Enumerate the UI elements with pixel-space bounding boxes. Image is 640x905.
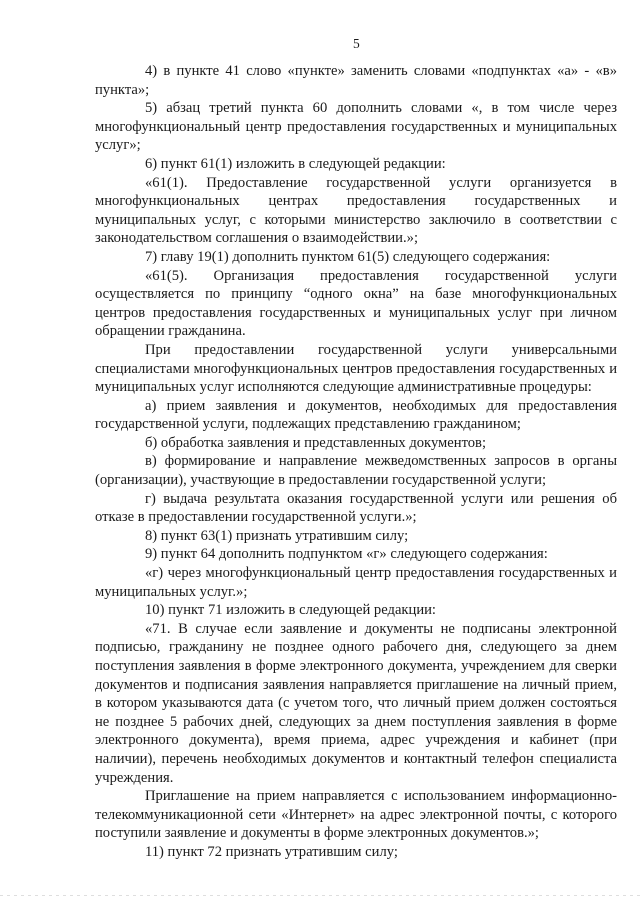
paragraph-item-4: 4) в пункте 41 слово «пункте» заменить словами «подпунктах «а» - «в» пункта»; bbox=[95, 63, 617, 98]
paragraph-item-8: 8) пункт 63(1) признать утратившим силу; bbox=[145, 527, 409, 544]
paragraph-item-7: 7) главу 19(1) дополнить пунктом 61(5) следующего содержания: bbox=[145, 248, 551, 265]
scan-edge-divider bbox=[0, 895, 640, 896]
paragraph-quote-61-1: «61(1). Предоставление государственной услуги организуется в многофункциональных центрах предоставления государственных и муниципальных услуг, с которыми министерство заключило в соответствии с законодательством соглашения о взаимодействии.»; bbox=[95, 174, 617, 247]
paragraph-procedure-b: б) обработка заявления и представленных документов; bbox=[145, 434, 487, 451]
paragraph-invitation: Приглашение на прием направляется с использованием информационно-телекоммуникационной сети «Интернет» на адрес электронной почты, с которого поступили заявление и документы в форме электронных документов.»; bbox=[95, 788, 617, 842]
page-number: 5 bbox=[353, 36, 360, 51]
paragraph-item-9: 9) пункт 64 дополнить подпунктом «г» следующего содержания: bbox=[145, 546, 548, 563]
paragraph-procedure-g: г) выдача результата оказания государственной услуги или решения об отказе в предоставлении государственной услуги.»; bbox=[95, 490, 617, 526]
paragraph-quote-g: «г) через многофункциональный центр предоставления государственных и муниципальных услуг.»; bbox=[95, 565, 617, 600]
document-body bbox=[95, 62, 617, 862]
paragraph-quote-71: «71. В случае если заявление и документы не подписаны электронной подписью, гражданину не позднее одного рабочего дня, следующего за днем поступления заявления в форме электронного документа, учреждением для сверки документов и подписания заявления направляется приглашение на личный прием, в котором указываются дата (с учетом того, что личный прием должен состояться не позднее 5 рабочих дней, следующих за днем поступления заявления в форме электронного документа), время приема, адрес учреждения и кабинет (при наличии), перечень необходимых документов и контактный телефон специалиста учреждения. bbox=[95, 620, 617, 786]
paragraph-item-11: 11) пункт 72 признать утратившим силу; bbox=[145, 843, 398, 860]
paragraph-quote-61-5: «61(5). Организация предоставления государственной услуги осуществляется по принципу “одного окна” на базе многофункциональных центров предоставления государственных и муниципальных услуг при личном обращении гражданина. bbox=[95, 267, 617, 340]
paragraph-item-5: 5) абзац третий пункта 60 дополнить словами «, в том числе через многофункциональный центр предоставления государственных и муниципальных услуг»; bbox=[95, 100, 617, 154]
paragraph-procedure-v: в) формирование и направление межведомственных запросов в органы (организации), участвующие в предоставлении государственной услуги; bbox=[95, 453, 617, 489]
paragraph-item-6: 6) пункт 61(1) изложить в следующей редакции: bbox=[145, 155, 446, 172]
paragraph-item-10: 10) пункт 71 изложить в следующей редакции: bbox=[145, 602, 436, 619]
paragraph-procedure-a: а) прием заявления и документов, необходимых для предоставления государственной услуги, подлежащих представлению гражданином; bbox=[95, 397, 617, 433]
paragraph-procedures-intro: При предоставлении государственной услуги универсальными специалистами многофункциональных центров предоставления государственных и муниципальных услуг исполняются следующие административные процедуры: bbox=[95, 341, 617, 396]
